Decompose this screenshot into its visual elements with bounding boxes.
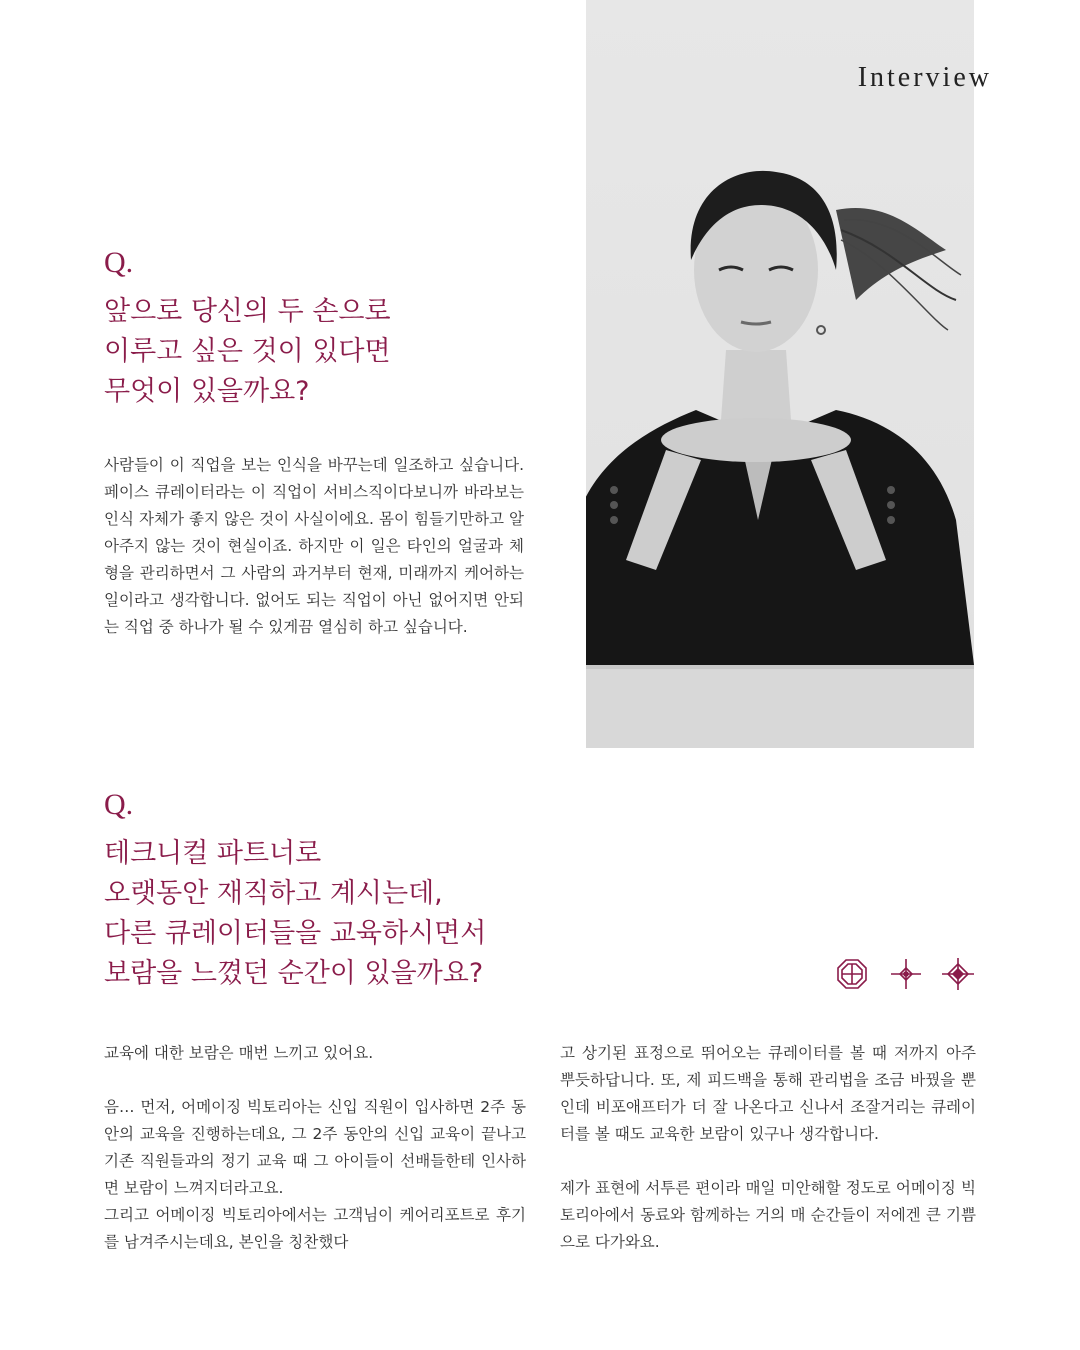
question-2-line: 테크니컬 파트너로	[104, 838, 322, 869]
answer-2-paragraph: 고 상기된 표정으로 뛰어오는 큐레이터를 볼 때 저까지 아주 뿌듯하답니다. 또, 제 피드백을 통해 관리법을 조금 바꿨을 뿐인데 비포애프터가 더 잘 나온다고 신나서 조잘거리는 큐레이터를 볼 때도 교육한 보람이 있구나 생각합니다.	[560, 1044, 976, 1143]
answer-1-text: 사람들이 이 직업을 보는 인식을 바꾸는데 일조하고 싶습니다. 페이스 큐레이터라는 이 직업이 서비스직이다보니까 바라보는 인식 자체가 좋지 않은 것이 사실이에요. 몸이 힘들기만하고 알아주지 않는 것이 현실이죠. 하지만 이 일은 타인의 얼굴과 체형을 관리하면서 그 사람의 과거부터 현재, 미래까지 케어하는 일이라고 생각합니다. 없어도 되는 직업이 아닌 없어지면 안되는 직업 중 하나가 될 수 있게끔 열심히 하고 싶습니다.	[104, 456, 524, 636]
question-mark-1: Q.	[104, 246, 134, 279]
answer-2-paragraph: 교육에 대한 보람은 매번 느끼고 있어요.	[104, 1044, 374, 1062]
answer-2-paragraph: 음… 먼저, 어메이징 빅토리아는 신입 직원이 입사하면 2주 동안의 교육을 진행하는데요, 그 2주 동안의 신입 교육이 끝나고 기존 직원들과의 정기 교육 때 그 아이들이 선배들한테 인사하면 보람이 느껴지더라고요.	[104, 1098, 526, 1197]
diamond-ornament-icon	[942, 958, 974, 990]
answer-1	[104, 452, 524, 641]
answer-2-left	[104, 1040, 526, 1256]
answer-2-paragraph: 제가 표현에 서투른 편이라 매일 미안해할 정도로 어메이징 빅토리아에서 동료와 함께하는 거의 매 순간들이 저에겐 큰 기쁨으로 다가와요.	[560, 1179, 976, 1251]
interview-header: Interview	[857, 62, 992, 93]
question-2-line: 보람을 느꼈던 순간이 있을까요?	[104, 958, 484, 989]
portrait-photo	[586, 0, 974, 748]
sparkle-ornament-icon	[891, 959, 921, 989]
question-1	[104, 292, 391, 412]
question-2-line: 다른 큐레이터들을 교육하시면서	[104, 918, 487, 949]
answer-2-right	[560, 1040, 976, 1256]
question-2-line: 오랫동안 재직하고 계시는데,	[104, 878, 443, 909]
question-mark-2: Q.	[104, 788, 134, 821]
portrait-illustration	[586, 0, 974, 748]
question-1-line: 앞으로 당신의 두 손으로	[104, 296, 391, 327]
octagon-ornament-icon	[838, 960, 866, 988]
ornament-row	[836, 956, 978, 992]
question-2	[104, 834, 486, 994]
question-1-line: 무엇이 있을까요?	[104, 376, 310, 407]
question-1-line: 이루고 싶은 것이 있다면	[104, 336, 391, 367]
answer-2-paragraph: 그리고 어메이징 빅토리아에서는 고객님이 케어리포트로 후기를 남겨주시는데요, 본인을 칭찬했다	[104, 1206, 526, 1251]
